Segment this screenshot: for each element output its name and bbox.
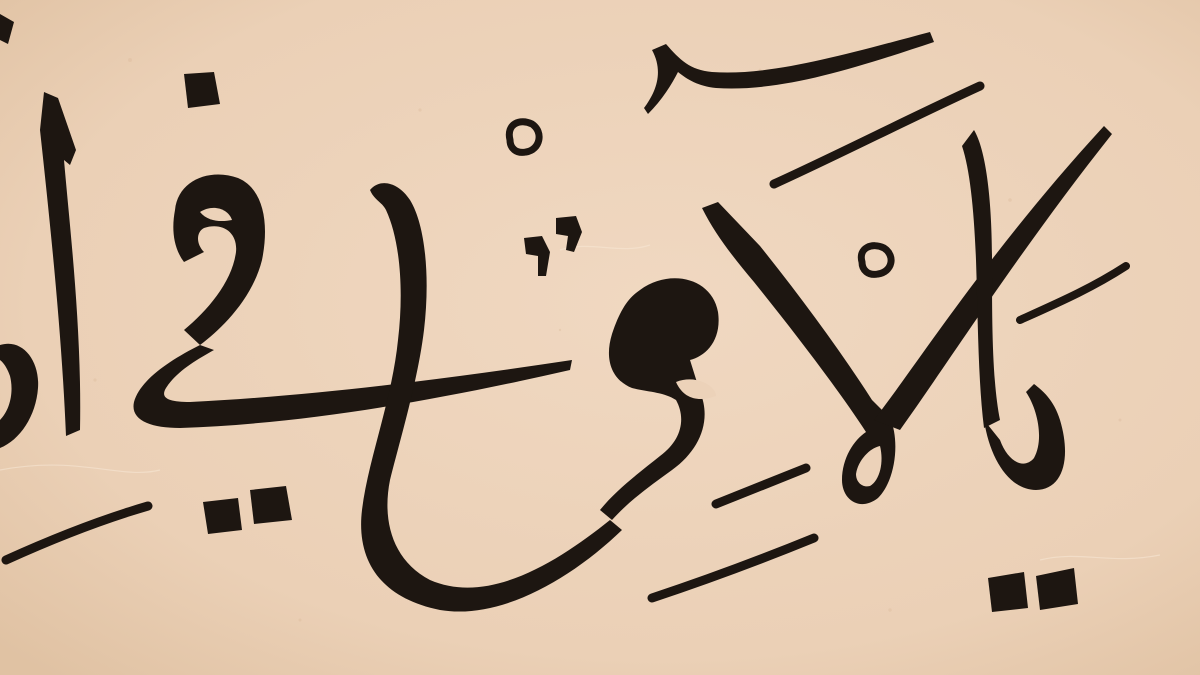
dot-pair-a bbox=[203, 498, 242, 534]
dot-top-left bbox=[184, 72, 220, 108]
dot-pair-b bbox=[250, 486, 292, 524]
dot-bottom-right-a bbox=[988, 572, 1028, 612]
